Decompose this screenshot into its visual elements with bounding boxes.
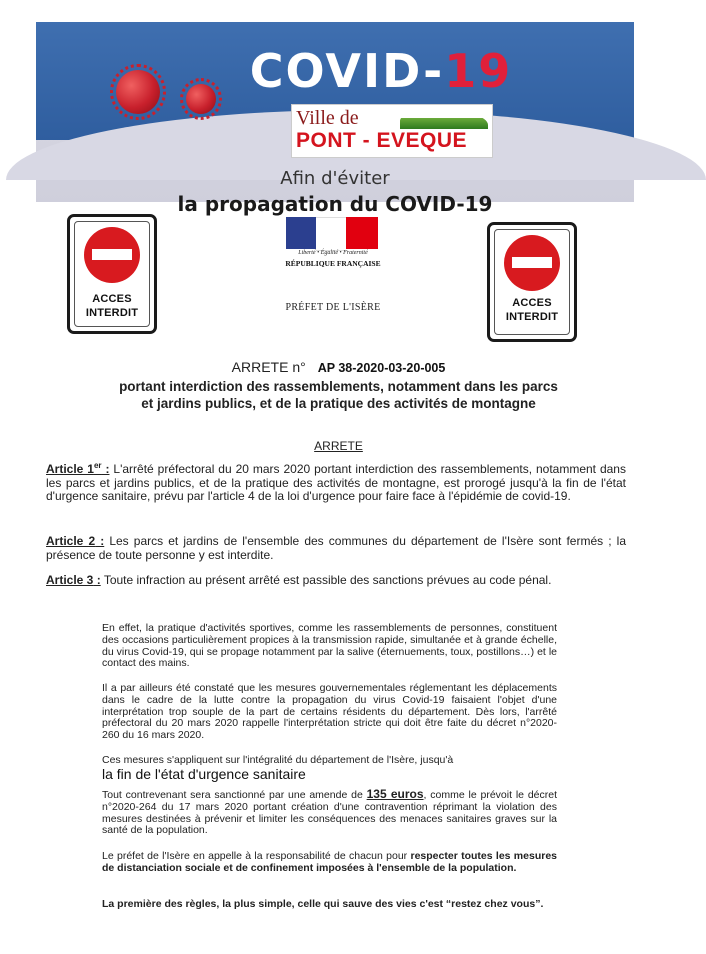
landscape-icon (400, 109, 488, 129)
paragraph-4: Tout contrevenant sera sanctionné par une amende de 135 euros, comme le prévoit le décret n°2020-264 du 17 mars 2020 portant création d'une contravention réprimant la violation des mesures destinées à prévenir et limiter les conséquences des menaces sanitaires graves sur la santé de la population. (102, 787, 557, 837)
article-3 (46, 574, 626, 588)
paragraph-5: Le préfet de l'Isère en appelle à la responsabilité de chacun pour respecter toutes les mesures de distanciation sociale et de confinement imposées à l'ensemble de la population. (102, 850, 557, 874)
no-entry-icon (84, 227, 140, 283)
paragraph-3-emphasis: la fin de l'état d'urgence sanitaire (102, 766, 306, 782)
covid-title (171, 44, 591, 98)
arrete-subject-line2: et jardins publics, et de la pratique des activités de montagne (141, 396, 536, 411)
arrete-heading: ARRETE (314, 439, 363, 453)
arrete-word: ARRETE n° (231, 359, 306, 375)
paragraph-2: Il a par ailleurs été constaté que les mesures gouvernementales réglementant les déplacements dans le cadre de la lutte contre la propagation du virus Covid-19 faisaient l'objet d'une interprétation trop souple de la part de certains résidents du département. Dès lors, l'arrêté préfectoral du 20 mars 2020 rappelle l'interprétation stricte qui doit être faite du décret n°2020-260 du 16 mars 2020. (102, 682, 557, 742)
covid-banner (36, 22, 634, 216)
banner-subtitle: Afin d'éviter (280, 168, 390, 189)
republic-motto: Liberté • Égalité • Fraternité (298, 250, 368, 256)
banner-headline: la propagation du COVID-19 (177, 192, 493, 216)
article-2-label: Article 2 : (46, 534, 105, 548)
article-3-text: Toute infraction au présent arrêté est passible des sanctions prévues au code pénal. (100, 573, 552, 587)
virus-icon (116, 70, 160, 114)
paragraph-5-emphasis: respecter toutes les mesures de distanciation sociale et de confinement imposées à l'ensemble de la population. (102, 850, 557, 874)
article-2 (46, 535, 626, 562)
sign-label-line1: ACCES (512, 297, 552, 309)
prefet-label: PRÉFET DE L'ISÈRE (285, 302, 381, 313)
fine-amount: 135 euros (366, 787, 424, 801)
article-1 (46, 463, 626, 504)
article-1-text: L'arrêté préfectoral du 20 mars 2020 portant interdiction des rassemblements, notamment dans les parcs et jardins publics, et de la pratique des activités de montagne, est prorogé jusqu'à la fin de l'état d'urgence sanitaire, prévu par l'article 4 de la loi d'urgence pour faire face à l'épidémie de covid-19. (46, 462, 626, 503)
acces-interdit-sign-left (67, 214, 157, 334)
ville-logo (291, 104, 493, 158)
covid-title-text: COVID- (249, 44, 445, 98)
ville-name: PONT - EVEQUE (296, 129, 468, 152)
no-entry-icon (504, 235, 560, 291)
article-1-label: Article 1er : (46, 461, 110, 476)
ville-de-text: Ville de (296, 107, 359, 129)
acces-interdit-sign-right (487, 222, 577, 342)
arrete-number-line (0, 359, 677, 375)
arrete-reference: AP 38-2020-03-20-005 (317, 361, 446, 375)
sign-label-line2: INTERDIT (85, 307, 139, 319)
sign-label-line2: INTERDIT (505, 311, 559, 323)
arrete-subject (30, 378, 647, 412)
paragraph-6: La première des règles, la plus simple, celle qui sauve des vies c'est “restez chez vous”. (102, 898, 544, 910)
arrete-subject-line1: portant interdiction des rassemblements, notamment dans les parcs (119, 379, 558, 394)
paragraph-1: En effet, la pratique d'activités sportives, comme les rassemblements de personnes, constituent des occasions particulièrement propices à la transmission rapide, simultanée et à grande échelle, du virus Covid-19, qui se propage notamment par la salive (éternuements, toux, postillons…) et le contact des mains. (102, 622, 557, 670)
article-3-label: Article 3 : (46, 573, 101, 587)
covid-title-number: 19 (444, 44, 513, 98)
article-2-text: Les parcs et jardins de l'ensemble des communes du département de l'Isère sont fermés ; la présence de toute personne y est interdite. (46, 534, 626, 562)
paragraph-3: Ces mesures s'appliquent sur l'intégralité du département de l'Isère, jusqu'à (102, 754, 454, 766)
republic-name: RÉPUBLIQUE FRANÇAISE (285, 259, 381, 268)
sign-label-line1: ACCES (92, 293, 132, 305)
